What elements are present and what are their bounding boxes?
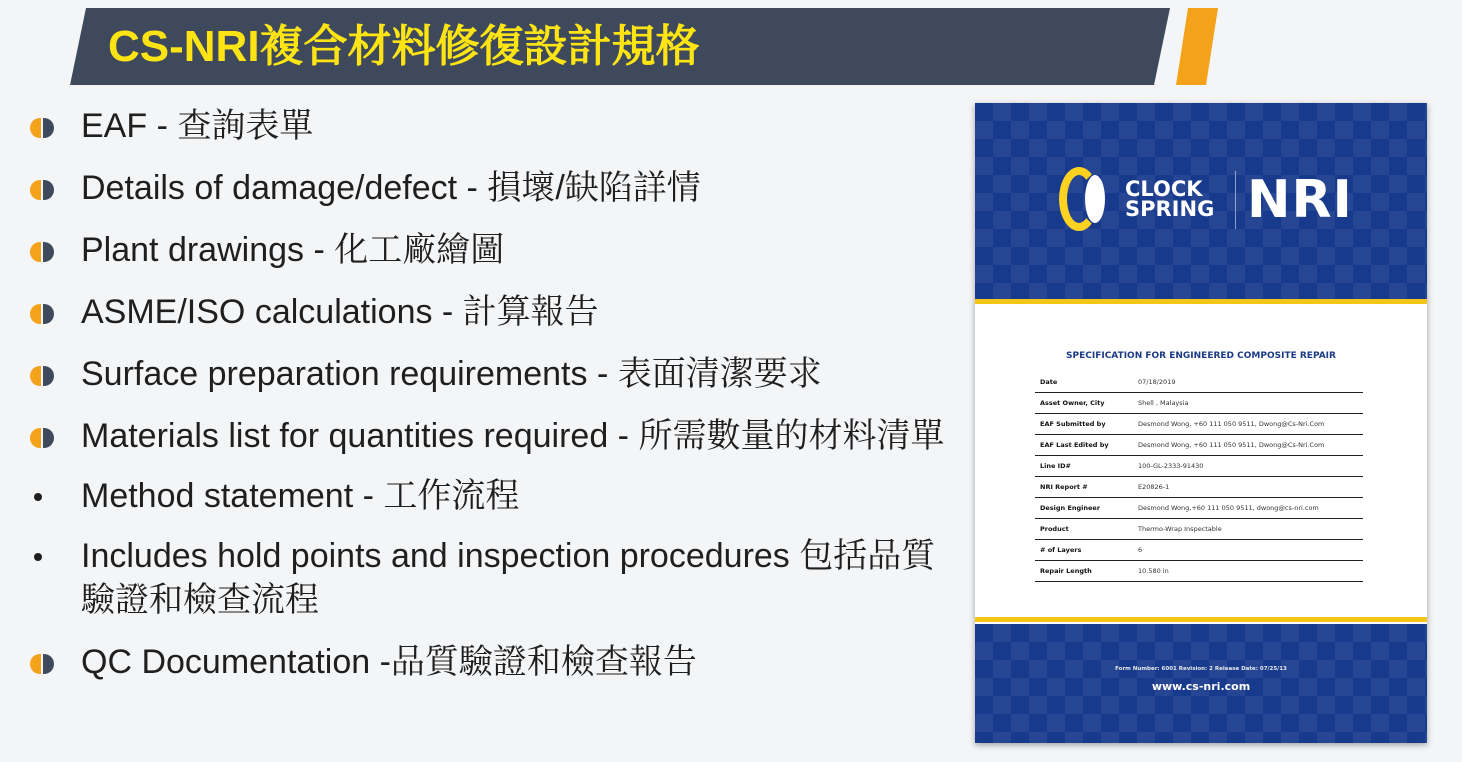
list-item-text: Includes hold points and inspection procedures 包括品質驗證和檢查流程 — [81, 537, 936, 619]
document-heading: SPECIFICATION FOR ENGINEERED COMPOSITE REPAIR — [1066, 351, 1336, 361]
list-item-text: QC Documentation -品質驗證和檢查報告 — [81, 643, 697, 681]
spec-field-value: 100-GL-2333-91430 — [1133, 456, 1363, 477]
spec-table-row — [1035, 414, 1363, 435]
spec-field-label: EAF Submitted by — [1035, 414, 1133, 435]
list-item — [30, 534, 960, 622]
list-item — [30, 474, 960, 518]
gold-divider-bottom — [975, 617, 1427, 622]
spec-table-row — [1035, 435, 1363, 456]
spec-table-row — [1035, 561, 1363, 582]
list-item — [30, 290, 960, 334]
spec-field-value: 6 — [1133, 540, 1363, 561]
list-item — [30, 166, 960, 210]
o-bullet-icon — [30, 366, 54, 386]
spec-table-row — [1035, 498, 1363, 519]
spec-table-row — [1035, 477, 1363, 498]
o-bullet-icon — [30, 242, 54, 262]
spec-field-label: Repair Length — [1035, 561, 1133, 582]
list-item-text: EAF - 查詢表單 — [81, 107, 314, 145]
spec-field-label: NRI Report # — [1035, 477, 1133, 498]
spec-field-value: E20826-1 — [1133, 477, 1363, 498]
bullet-list — [30, 104, 960, 684]
spec-field-value: 10.580 in — [1133, 561, 1363, 582]
spec-field-value: Desmond Wong,+60 111 050 9511, dwong@cs-nri.com — [1133, 498, 1363, 519]
gold-divider-top — [975, 299, 1427, 304]
list-item — [30, 104, 960, 148]
list-item — [30, 640, 960, 684]
dot-bullet-icon — [34, 553, 42, 561]
logo-text-nri: NRI — [1247, 170, 1353, 230]
o-bullet-icon — [30, 180, 54, 200]
spec-table-row — [1035, 393, 1363, 414]
list-item-text: Details of damage/defect - 損壞/缺陷詳情 — [81, 169, 701, 207]
o-bullet-icon — [30, 428, 54, 448]
spec-field-label: # of Layers — [1035, 540, 1133, 561]
list-item-text: Materials list for quantities required - 所需數量的材料清單 — [81, 417, 945, 455]
clock-spring-logo-icon — [1059, 167, 1113, 231]
accent-bar — [1176, 8, 1218, 85]
logo-divider — [1235, 171, 1236, 229]
list-item-text: Method statement - 工作流程 — [81, 477, 520, 515]
list-item-text: Plant drawings - 化工廠繪圖 — [81, 231, 505, 269]
o-bullet-icon — [30, 118, 54, 138]
o-bullet-icon — [30, 654, 54, 674]
spec-table-row — [1035, 372, 1363, 393]
spec-field-value: Desmond Wong, +60 111 050 9511, Dwong@Cs-Nri.Com — [1133, 435, 1363, 456]
spec-field-label: Design Engineer — [1035, 498, 1133, 519]
spec-field-value: Thermo-Wrap Inspectable — [1133, 519, 1363, 540]
spec-field-value: 07/18/2019 — [1133, 372, 1363, 393]
spec-field-value: Shell , Malaysia — [1133, 393, 1363, 414]
clock-spring-nri-logo — [1059, 167, 1353, 233]
list-item-text: Surface preparation requirements - 表面清潔要求 — [81, 355, 822, 393]
list-item-text: ASME/ISO calculations - 計算報告 — [81, 293, 599, 331]
spec-field-value: Desmond Wong, +60 111 050 9511, Dwong@Cs-Nri.Com — [1133, 414, 1363, 435]
logo-text-clock-spring: CLOCK SPRING — [1125, 177, 1215, 221]
form-number: Form Number: 6001 Revision: 2 Release Date: 07/25/13 — [1115, 666, 1287, 672]
spec-field-label: Line ID# — [1035, 456, 1133, 477]
dot-bullet-icon — [34, 493, 42, 501]
document-url: www.cs-nri.com — [1151, 680, 1251, 693]
o-bullet-icon — [30, 304, 54, 324]
spec-field-label: Asset Owner, City — [1035, 393, 1133, 414]
spec-table-row — [1035, 456, 1363, 477]
spec-field-label: Date — [1035, 372, 1133, 393]
spec-table-row — [1035, 540, 1363, 561]
spec-field-label: Product — [1035, 519, 1133, 540]
spec-table-row — [1035, 519, 1363, 540]
list-item — [30, 352, 960, 396]
list-item — [30, 414, 960, 458]
page-title: CS-NRI複合材料修復設計規格 — [108, 22, 700, 71]
specification-document-image — [975, 103, 1427, 743]
list-item — [30, 228, 960, 272]
specification-table — [1035, 372, 1363, 582]
spec-field-label: EAF Last Edited by — [1035, 435, 1133, 456]
